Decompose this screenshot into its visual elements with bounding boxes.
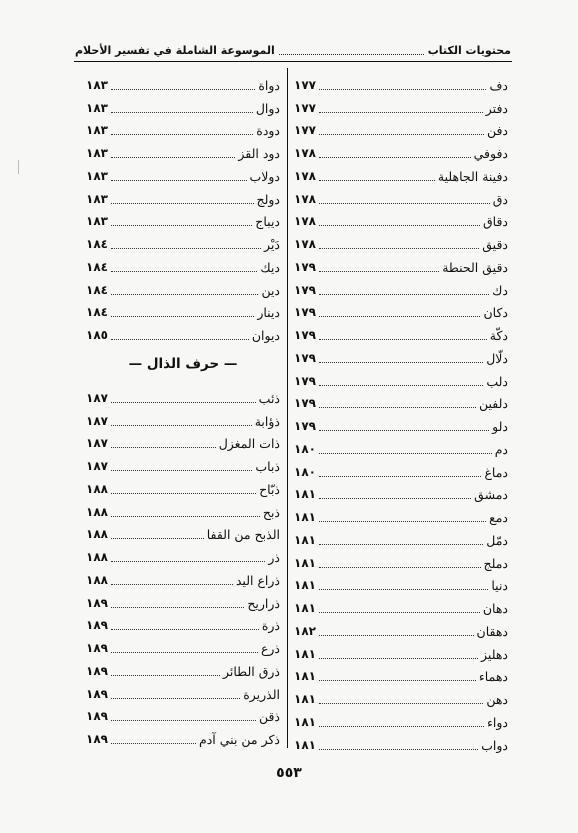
dot-leader <box>111 425 252 426</box>
header-rule <box>74 61 512 62</box>
dot-leader <box>319 726 484 727</box>
dot-leader <box>111 607 244 608</box>
entry-term: دهليز <box>481 646 508 662</box>
entry-term: دف <box>489 77 508 93</box>
index-entry <box>294 684 508 707</box>
index-entry <box>294 434 508 457</box>
entry-page-number: ١٧٩ <box>294 328 316 342</box>
dot-leader <box>111 112 253 113</box>
entry-term: ذبح <box>262 504 280 520</box>
index-entry <box>294 730 508 753</box>
dot-leader <box>319 134 484 135</box>
entry-page-number: ١٨٨ <box>86 527 108 542</box>
index-entry <box>86 298 280 321</box>
entry-page-number: ١٨٩ <box>86 618 108 633</box>
index-entry <box>294 502 508 525</box>
entry-page-number: ١٧٨ <box>294 214 316 229</box>
dot-leader <box>319 567 481 568</box>
entry-term: ذباب <box>255 459 280 474</box>
dot-leader <box>319 180 435 181</box>
dot-leader <box>319 316 481 317</box>
index-entry <box>86 138 280 161</box>
entry-page-number: ١٨٩ <box>86 686 108 701</box>
index-entry <box>294 411 508 434</box>
index-entry <box>294 116 508 139</box>
dot-leader <box>111 720 256 721</box>
entry-page-number: ١٨٩ <box>86 595 108 610</box>
entry-page-number: ١٨٧ <box>86 436 108 451</box>
entry-term: دهماء <box>478 669 508 685</box>
index-entry <box>294 70 508 93</box>
index-group-dhal <box>86 383 280 747</box>
index-entry <box>294 639 508 662</box>
header-book-title: الموسوعة الشاملة في تفسير الأحلام <box>75 43 275 57</box>
entry-page-number: ١٨٧ <box>86 390 108 405</box>
dot-leader <box>319 635 474 636</box>
entry-page-number: ١٨٤ <box>86 282 108 297</box>
index-entry <box>294 366 508 389</box>
entry-term: دك <box>492 282 508 298</box>
index-entry <box>86 497 280 520</box>
index-entry <box>86 320 280 343</box>
entry-term: دقيق الحنطة <box>442 259 508 275</box>
index-entry <box>86 633 280 656</box>
entry-term: دكّة <box>489 328 508 343</box>
entry-term: دينار <box>257 305 280 321</box>
entry-page-number: ١٨١ <box>294 601 316 615</box>
entry-term: دلّال <box>486 350 508 366</box>
index-entry <box>86 474 280 497</box>
entry-term: دهن <box>486 692 508 707</box>
dot-leader <box>111 675 220 676</box>
index-entry <box>294 571 508 594</box>
dot-leader <box>319 612 480 613</box>
dot-leader <box>319 544 483 545</box>
dot-leader <box>319 749 478 750</box>
index-entry <box>294 298 508 321</box>
entry-term: دوال <box>255 100 280 116</box>
entry-page-number: ١٧٨ <box>294 237 316 251</box>
dot-leader <box>319 385 483 386</box>
header-section-title: محتويات الكتاب <box>427 43 511 57</box>
index-entry <box>86 429 280 452</box>
entry-page-number: ١٧٧ <box>294 123 316 138</box>
index-entry <box>294 616 508 639</box>
entry-term: دولاب <box>249 168 280 184</box>
page-number: ٥٥٣ <box>276 765 302 781</box>
margin-mark <box>18 160 19 174</box>
dot-leader <box>319 680 476 681</box>
header-dot-leader <box>279 46 424 55</box>
index-entry <box>86 252 280 275</box>
index-entry <box>86 679 280 702</box>
entry-term: ذات المغزل <box>218 436 280 452</box>
entry-term: دودة <box>256 123 280 139</box>
entry-page-number: ١٨٤ <box>86 305 108 320</box>
entry-page-number: ١٧٧ <box>294 77 316 92</box>
entry-page-number: ١٨٠ <box>294 441 316 456</box>
entry-page-number: ١٧٩ <box>294 350 316 365</box>
entry-page-number: ١٨٧ <box>86 413 108 428</box>
index-entry <box>86 93 280 116</box>
entry-page-number: ١٨٣ <box>86 214 108 229</box>
entry-page-number: ١٨٢ <box>294 623 316 638</box>
entry-term: دمّل <box>486 532 508 548</box>
entry-page-number: ١٨١ <box>294 669 316 684</box>
dot-leader <box>319 521 486 522</box>
entry-term: دفينة الجاهلية <box>437 168 508 184</box>
dot-leader <box>111 203 254 204</box>
running-header <box>75 40 511 60</box>
entry-page-number: ١٨٣ <box>86 191 108 206</box>
dot-leader <box>111 225 252 226</box>
index-entry <box>294 320 508 343</box>
dot-leader <box>111 698 240 699</box>
dot-leader <box>111 134 253 135</box>
entry-page-number: ١٨٣ <box>86 77 108 92</box>
entry-page-number: ١٨١ <box>294 555 316 570</box>
entry-page-number: ١٨٨ <box>86 550 108 564</box>
entry-page-number: ١٨٥ <box>86 328 108 342</box>
section-heading-dhal: — حرف الذال — <box>128 356 238 372</box>
index-entry <box>86 565 280 588</box>
index-entry <box>86 116 280 139</box>
dot-leader <box>111 157 235 158</box>
dot-leader <box>319 203 490 204</box>
entry-term: ذئب <box>258 390 280 406</box>
dot-leader <box>111 516 260 517</box>
dot-leader <box>319 248 479 249</box>
entry-term: ديوان <box>251 328 280 343</box>
index-entry <box>86 724 280 747</box>
dot-leader <box>111 180 247 181</box>
entry-page-number: ١٨١ <box>294 578 316 593</box>
column-divider <box>287 68 288 748</box>
entry-page-number: ١٧٩ <box>294 396 316 411</box>
dot-leader <box>111 743 196 744</box>
index-column-left <box>86 70 280 747</box>
entry-term: ديك <box>260 259 280 275</box>
entry-term: ذرة <box>261 618 280 634</box>
entry-page-number: ١٨٠ <box>294 464 316 479</box>
index-entry <box>294 548 508 571</box>
dot-leader <box>111 294 258 295</box>
index-entry <box>294 480 508 503</box>
entry-page-number: ١٧٩ <box>294 259 316 274</box>
entry-term: دمع <box>489 510 508 525</box>
dot-leader <box>319 112 483 113</box>
index-entry <box>294 138 508 161</box>
dot-leader <box>319 271 439 272</box>
entry-page-number: ١٨٤ <box>86 237 108 251</box>
dot-leader <box>111 629 259 630</box>
index-entry <box>294 161 508 184</box>
index-entry <box>86 161 280 184</box>
entry-term: دم <box>494 441 508 457</box>
dot-leader <box>111 584 233 585</box>
entry-term: ذرق الطائر <box>223 663 280 679</box>
entry-page-number: ١٨١ <box>294 737 316 752</box>
dot-leader <box>111 447 216 448</box>
dot-leader <box>319 294 489 295</box>
dot-leader <box>111 561 265 562</box>
index-entry <box>294 343 508 366</box>
entry-page-number: ١٨٩ <box>86 732 108 746</box>
index-entry <box>294 252 508 275</box>
entry-page-number: ١٧٧ <box>294 100 316 115</box>
entry-term: دَيْر <box>264 237 280 252</box>
entry-page-number: ١٨٤ <box>86 259 108 274</box>
index-entry <box>294 184 508 207</box>
entry-term: دملج <box>483 555 508 571</box>
entry-page-number: ١٨٧ <box>86 459 108 473</box>
entry-term: دود القز <box>238 146 280 161</box>
entry-term: ديباج <box>255 214 280 230</box>
entry-page-number: ١٨٣ <box>86 146 108 160</box>
entry-term: دين <box>261 282 280 298</box>
index-entry <box>294 662 508 685</box>
entry-term: ذبّاح <box>259 481 280 497</box>
entry-page-number: ١٨١ <box>294 487 316 502</box>
entry-page-number: ١٧٩ <box>294 305 316 320</box>
entry-page-number: ١٨٨ <box>86 481 108 496</box>
dot-leader <box>111 652 258 653</box>
dot-leader <box>319 407 476 408</box>
entry-term: دق <box>492 191 508 207</box>
entry-page-number: ١٧٩ <box>294 282 316 297</box>
index-entry <box>86 207 280 230</box>
index-group-dal <box>86 70 280 343</box>
entry-page-number: ١٨٣ <box>86 123 108 138</box>
dot-leader <box>319 476 481 477</box>
entry-term: دهان <box>482 601 508 616</box>
entry-term: دلو <box>492 419 508 434</box>
entry-term: دكان <box>483 305 508 321</box>
entry-page-number: ١٧٨ <box>294 146 316 160</box>
entry-term: دلب <box>486 373 508 389</box>
entry-page-number: ١٨٣ <box>86 100 108 115</box>
dot-leader <box>319 362 483 363</box>
dot-leader <box>319 89 486 90</box>
entry-page-number: ١٨٣ <box>86 168 108 183</box>
index-entry <box>86 702 280 725</box>
entry-term: دواب <box>481 737 508 753</box>
entry-term: ذراع اليد <box>235 572 280 588</box>
index-entry <box>86 656 280 679</box>
entry-term: دقيق <box>482 237 508 252</box>
entry-page-number: ١٨٨ <box>86 572 108 587</box>
dot-leader <box>319 453 492 454</box>
entry-term: دقاق <box>482 214 508 230</box>
index-entry <box>86 588 280 611</box>
entry-term: دماغ <box>484 464 508 480</box>
index-entry <box>86 184 280 207</box>
index-entry <box>86 70 280 93</box>
entry-term: دفتر <box>485 100 508 116</box>
index-entry <box>294 207 508 230</box>
dot-leader <box>319 430 489 431</box>
index-entry <box>294 707 508 730</box>
entry-term: دولج <box>256 191 280 207</box>
entry-term: الذريرة <box>243 686 280 702</box>
entry-term: ذرع <box>260 641 280 656</box>
index-entry <box>86 383 280 406</box>
index-entry <box>86 406 280 429</box>
entry-page-number: ١٨١ <box>294 532 316 547</box>
entry-page-number: ١٧٨ <box>294 168 316 183</box>
dot-leader <box>319 225 480 226</box>
dot-leader <box>319 658 478 659</box>
entry-page-number: ١٨١ <box>294 646 316 661</box>
entry-term: دفوفي <box>473 146 508 161</box>
entry-page-number: ١٨٩ <box>86 641 108 655</box>
entry-term: دفن <box>486 123 508 139</box>
dot-leader <box>111 339 249 340</box>
entry-page-number: ١٧٨ <box>294 191 316 206</box>
entry-term: ذر <box>268 550 280 565</box>
entry-page-number: ١٨٩ <box>86 709 108 724</box>
index-column-right <box>294 70 508 753</box>
index-entry <box>294 93 508 116</box>
entry-page-number: ١٨٩ <box>86 663 108 678</box>
dot-leader <box>319 339 487 340</box>
index-entry <box>86 611 280 634</box>
entry-term: ذقن <box>258 709 280 725</box>
entry-term: دمشق <box>474 487 508 503</box>
dot-leader <box>111 470 252 471</box>
index-entry <box>294 275 508 298</box>
dot-leader <box>319 498 471 499</box>
entry-page-number: ١٨٨ <box>86 504 108 519</box>
index-entry <box>86 520 280 543</box>
entry-page-number: ١٨١ <box>294 510 316 524</box>
index-entry <box>86 275 280 298</box>
index-entry <box>294 593 508 616</box>
entry-page-number: ١٧٩ <box>294 419 316 433</box>
entry-term: ذراريح <box>247 595 280 611</box>
entry-term: دواء <box>487 714 508 730</box>
dot-leader <box>111 538 204 539</box>
dot-leader <box>111 493 256 494</box>
entry-page-number: ١٧٩ <box>294 373 316 388</box>
entry-term: دلفين <box>479 396 508 412</box>
dot-leader <box>111 316 254 317</box>
dot-leader <box>319 589 488 590</box>
entry-page-number: ١٨١ <box>294 692 316 706</box>
entry-term: دنيا <box>491 578 508 594</box>
index-entry <box>86 451 280 474</box>
index-entry <box>86 542 280 565</box>
index-entry <box>86 229 280 252</box>
index-entry <box>294 457 508 480</box>
dot-leader <box>319 703 483 704</box>
entry-term: ذكر من بني آدم <box>199 732 280 747</box>
entry-term: دهقان <box>476 623 508 639</box>
index-entry <box>294 389 508 412</box>
dot-leader <box>111 248 261 249</box>
entry-term: الذبح من القفا <box>206 527 280 543</box>
index-entry <box>294 525 508 548</box>
dot-leader <box>111 89 255 90</box>
entry-term: دواة <box>258 77 280 93</box>
dot-leader <box>111 402 256 403</box>
entry-term: ذؤابة <box>254 413 280 429</box>
dot-leader <box>111 271 257 272</box>
index-entry <box>294 229 508 252</box>
dot-leader <box>319 157 471 158</box>
entry-page-number: ١٨١ <box>294 714 316 729</box>
